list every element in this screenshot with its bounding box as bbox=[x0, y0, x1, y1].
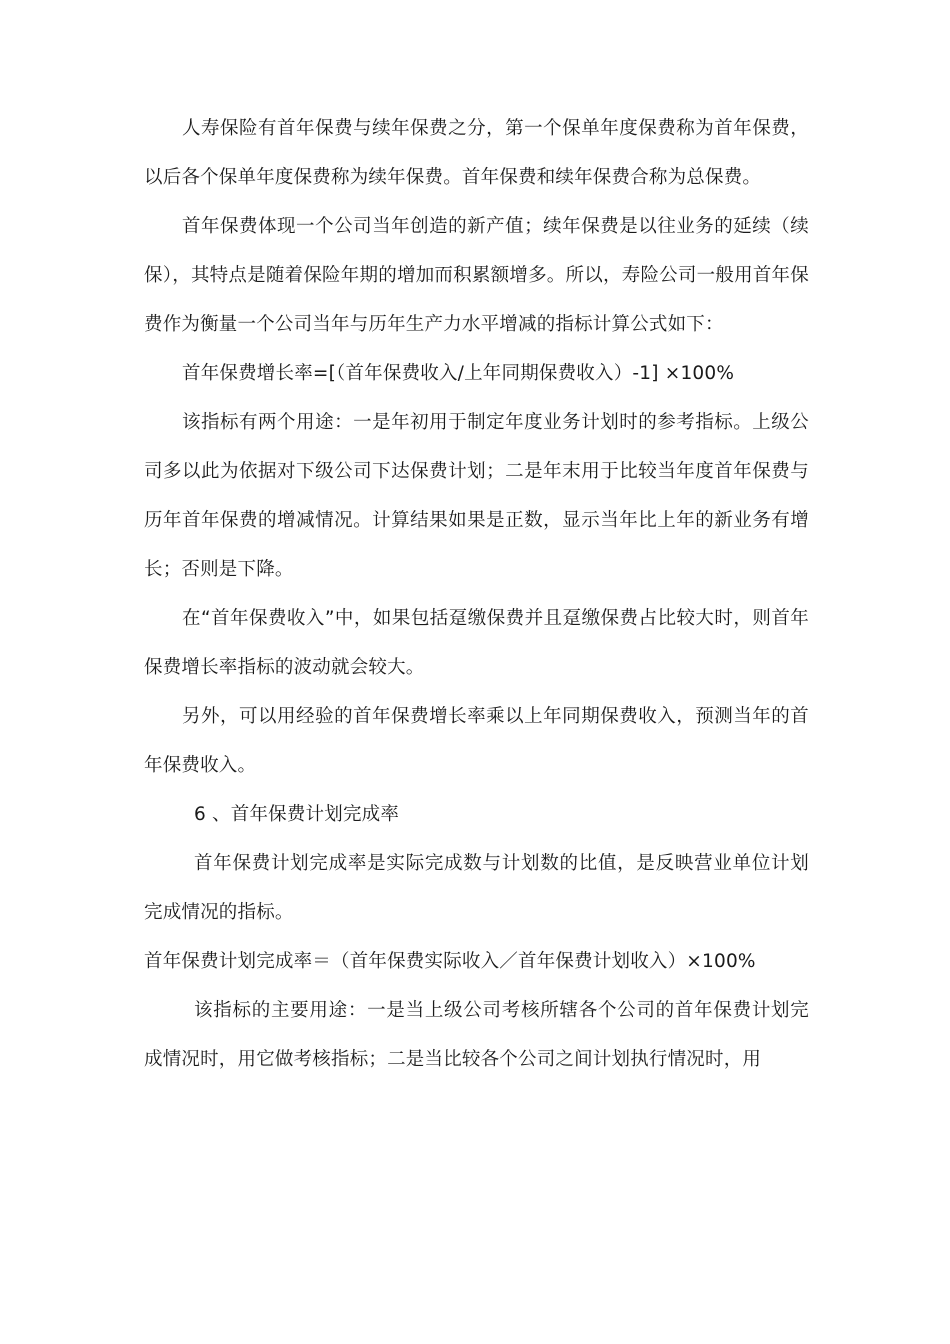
paragraph-first-year-significance: 首年保费体现一个公司当年创造的新产值；续年保费是以往业务的延续（续保），其特点是随着保险年期的增加而积累额增多。所以，寿险公司一般用首年保费作为衡量一个公司当年与历年生产力水平增减的指标计算公式如下： bbox=[144, 216, 809, 335]
formula-completion-rate: 首年保费计划完成率＝（首年保费实际收入／首年保费计划收入）×100% bbox=[144, 951, 756, 972]
paragraph-forecast: 另外，可以用经验的首年保费增长率乘以上年同期保费收入，预测当年的首年保费收入。 bbox=[144, 706, 809, 776]
paragraph-completion-rate-definition: 首年保费计划完成率是实际完成数与计划数的比值，是反映营业单位计划完成情况的指标。 bbox=[144, 853, 809, 923]
paragraph-completion-rate-uses: 该指标的主要用途：一是当上级公司考核所辖各个公司的首年保费计划完成情况时，用它做考核指标；二是当比较各个公司之间计划执行情况时，用 bbox=[144, 1000, 809, 1070]
formula-growth-rate: 首年保费增长率=[（首年保费收入/上年同期保费收入）-1] ×100% bbox=[182, 363, 735, 384]
paragraph-premium-types: 人寿保险有首年保费与续年保费之分，第一个保单年度保费称为首年保费，以后各个保单年度保费称为续年保费。首年保费和续年保费合称为总保费。 bbox=[144, 118, 809, 188]
paragraph-single-premium-note: 在“首年保费收入”中，如果包括趸缴保费并且趸缴保费占比较大时，则首年保费增长率指标的波动就会较大。 bbox=[144, 608, 809, 678]
paragraph-indicator-uses: 该指标有两个用途：一是年初用于制定年度业务计划时的参考指标。上级公司多以此为依据对下级公司下达保费计划；二是年末用于比较当年度首年保费与历年首年保费的增减情况。计算结果如果是正数，显示当年比上年的新业务有增长；否则是下降。 bbox=[144, 412, 809, 580]
document-body bbox=[144, 104, 809, 1084]
section-heading-completion-rate: 6 、首年保费计划完成率 bbox=[194, 804, 400, 825]
